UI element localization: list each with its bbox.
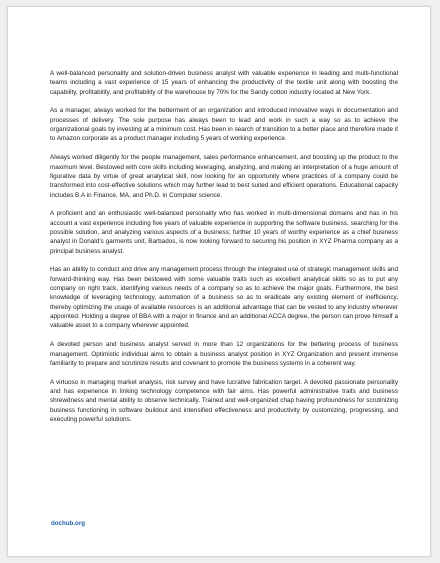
paragraph-7: A virtuoso in managing market analysis, risk survey and have lucrative fabrication target. A devoted passionate personality and has experience in linking technology competence with fair aims. Has powerful administrative traits and business shrewdness and mental ability to observe technically. Trained and well-organized chap having profoundness for scrutinizing business functioning in software buildout and intensified effectiveness and productivity by customizing, progressing, and executing powerful solutions. <box>50 378 398 423</box>
document-body <box>50 69 398 434</box>
paragraph-6: A devoted person and business analyst served in more than 12 organizations for the bettering process of business management. Optimistic individual aims to obtain a business analyst position in XYZ Organization and present immense familiarity to prepare and scrutinize results and covenant to promote the business systems in a coherent way. <box>50 341 398 367</box>
paragraph-3: Always worked diligently for the people management, sales performance enhancement, and boosting up the product to the maximum level. Bestowed with core skills including leveraging, analyzing, and making an interpretation of a huge amount of figurative data by virtue of great analytical skill, now looking for an opportunity where practices of a company could be transformed into cost-effective solutions which may further lead to best suited and efficient operations. Educational capacity includes B.A in Finance, MA, and Ph.D. in Computer science. <box>50 154 398 199</box>
paragraph-4: A proficient and an enthusiastic well-balanced personality who has worked in multi-dimensional domains and has in his account a vast experience including five years of valuable experience in supporting the software business, searching for the possible solution, and analyzing various aspects of a business; further 10 years of worthy experience as a chief business analyst in Donald’s garments unit, Barbados, is now looking forward to securing his position in XYZ Pharma company as a principal business analyst. <box>50 210 398 255</box>
paragraph-1: A well-balanced personality and solution-driven business analyst with valuable experience in leading and multi-functional teams including a vast experience of 15 years of enhancing the productivity of the textile unit along with boosting the capability, profitability, and profitability of the warehouse by 70% for the Sandy cotton industry located at New York. <box>50 70 398 96</box>
footer-site-link[interactable]: dochub.org <box>51 520 86 527</box>
paragraph-5: Has an ability to conduct and drive any management process through the integrated use of strategic management skills and forward-thinking way. Has been bestowed with some valuable traits such as excellent analytical skills so as to put any company on right track, identifying various needs of a company so as to achieve the major goals. Furthermore, the best knowledge of leveraging technology, automation of a business so as to eradicate any existing element of inefficiency, thereby optimizing the usage of available resources is an additional advantage that can be vested to any industry wherever appointed. Holding a degree of BBA with a major in finance and an additional ACCA degree, the person can prove himself a valuable asset to a company wherever appointed. <box>50 266 398 330</box>
paragraph-2: As a manager, always worked for the betterment of an organization and introduced innovative ways in documentation and processes of delivery. The sole purpose has always been to lead and work in such a way so as to achieve the organizational goals by investing at a minimum cost. Has been in search of transition to a better place and therefore made it to Amazon corporate as a product manager including 5 years of working experience. <box>50 107 398 143</box>
document-page <box>7 6 431 557</box>
